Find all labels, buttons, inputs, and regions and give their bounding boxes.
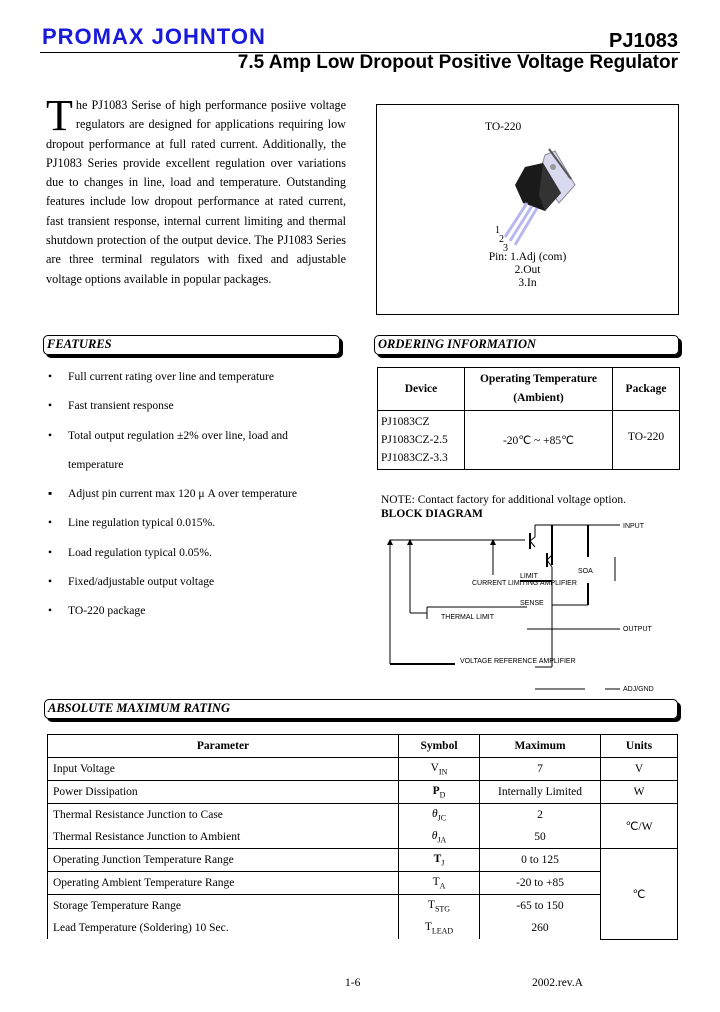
table-row: Operating Ambient Temperature Range $T_A$ -20 to +85 — [48, 872, 678, 895]
svg-text:SENSE: SENSE — [520, 600, 544, 607]
col-package: Package — [613, 368, 680, 411]
document-title: 7.5 Amp Low Dropout Positive Voltage Regulator — [237, 52, 678, 73]
block-diagram-heading: BLOCK DIAGRAM — [381, 508, 483, 520]
feature-item: • Fast transient response — [48, 399, 174, 413]
col-symbol: Symbol — [399, 735, 480, 758]
feature-item-continued: temperature — [68, 457, 124, 471]
pin-3: 3.In — [518, 277, 537, 289]
feature-item: • Fixed/adjustable output voltage — [48, 575, 215, 589]
svg-text:2: 2 — [499, 234, 504, 245]
svg-text:CURRENT LIMITING AMPLIFIER: CURRENT LIMITING AMPLIFIER — [472, 580, 577, 587]
drop-cap: T — [46, 91, 73, 140]
pin-1: Pin: 1.Adj (com) — [488, 251, 567, 263]
svg-text:INPUT: INPUT — [623, 523, 644, 530]
feature-item: • Full current rating over line and temperature — [48, 370, 275, 383]
col-device: Device — [378, 368, 465, 411]
svg-text:LIMIT: LIMIT — [520, 573, 538, 580]
svg-text:3: 3 — [503, 243, 508, 254]
svg-text:THERMAL LIMIT: THERMAL LIMIT — [441, 614, 495, 621]
table-row: Lead Temperature (Soldering) 10 Sec. $T_{LEAD}$ 260 — [48, 917, 678, 939]
col-temperature: Operating Temperature (Ambient) — [465, 368, 613, 411]
svg-text:ADJ/GND: ADJ/GND — [623, 686, 654, 693]
device-list: PJ1083CZ PJ1083CZ-2.5 PJ1083CZ-3.3 — [378, 411, 465, 470]
page-number: 1-6 — [345, 977, 361, 989]
svg-text:1: 1 — [495, 225, 500, 236]
svg-text:SOA: SOA — [578, 568, 593, 575]
col-units: Units — [601, 735, 678, 758]
svg-text:OUTPUT: OUTPUT — [623, 626, 652, 633]
table-row: Thermal Resistance Junction to Ambient $\theta_{JA}$ 50 — [48, 826, 678, 849]
table-row: Thermal Resistance Junction to Case $\theta_{JC}$ 2 ℃/W — [48, 804, 678, 827]
table-row: Operating Junction Temperature Range $T_J$ 0 to 125 ℃ — [48, 849, 678, 872]
temperature-cell: -20℃ ~ +85℃ — [465, 411, 613, 470]
table-row: Input Voltage $V_{IN}$ 7 V — [48, 758, 678, 781]
feature-item: • Total output regulation ±2% over line, load and — [48, 428, 288, 442]
to220-package-icon — [487, 145, 597, 255]
svg-text:VOLTAGE REFERENCE AMPLIFIER: VOLTAGE REFERENCE AMPLIFIER — [460, 658, 576, 665]
intro-text: he PJ1083 Serise of high performance posiive voltage regulators are designed for applications requiring low dropout performance at full rated current. Additionally, the PJ1083 Series provide excellent regulation over variations due to changes in line, load and temperature. Outstanding features include low dropout performance at rated current, fast transient response, internal current limiting and thermal shutdown protection of the output device. The PJ1083 Series are three terminal regulators with fixed and adjustable voltage options available in popular packages. — [46, 98, 346, 286]
feature-item: • Line regulation typical 0.015%. — [48, 516, 216, 530]
package-cell: TO-220 — [613, 411, 680, 470]
table-row: Power Dissipation $P_D$ Internally Limited W — [48, 781, 678, 804]
feature-item: • Load regulation typical 0.05%. — [48, 545, 212, 559]
feature-item: ▪ Adjust pin current max 120 μ A over temperature — [48, 487, 298, 501]
col-parameter: Parameter — [48, 735, 399, 758]
feature-item: • TO-220 package — [48, 604, 146, 618]
intro-paragraph — [46, 91, 346, 289]
company-logo: PROMAX JOHNTON — [42, 24, 266, 49]
pin-2: 2.Out — [514, 264, 541, 276]
package-figure — [376, 104, 679, 315]
abs-max-table — [47, 734, 678, 940]
features-heading: FEATURES — [43, 335, 340, 355]
ordering-table — [377, 367, 680, 470]
pin-description — [377, 251, 678, 290]
features-list — [48, 370, 298, 634]
table-row: Storage Temperature Range $T_{STG}$ -65 to 150 — [48, 895, 678, 918]
ordering-note: NOTE: Contact factory for additional voltage option. — [381, 494, 626, 506]
block-diagram — [375, 515, 685, 695]
col-maximum: Maximum — [480, 735, 601, 758]
abs-max-heading: ABSOLUTE MAXIMUM RATING — [44, 699, 678, 719]
revision-label: 2002.rev.A — [532, 977, 583, 989]
part-number: PJ1083 — [609, 30, 678, 52]
ordering-heading: ORDERING INFORMATION — [374, 335, 679, 355]
package-label: TO-220 — [485, 121, 522, 133]
